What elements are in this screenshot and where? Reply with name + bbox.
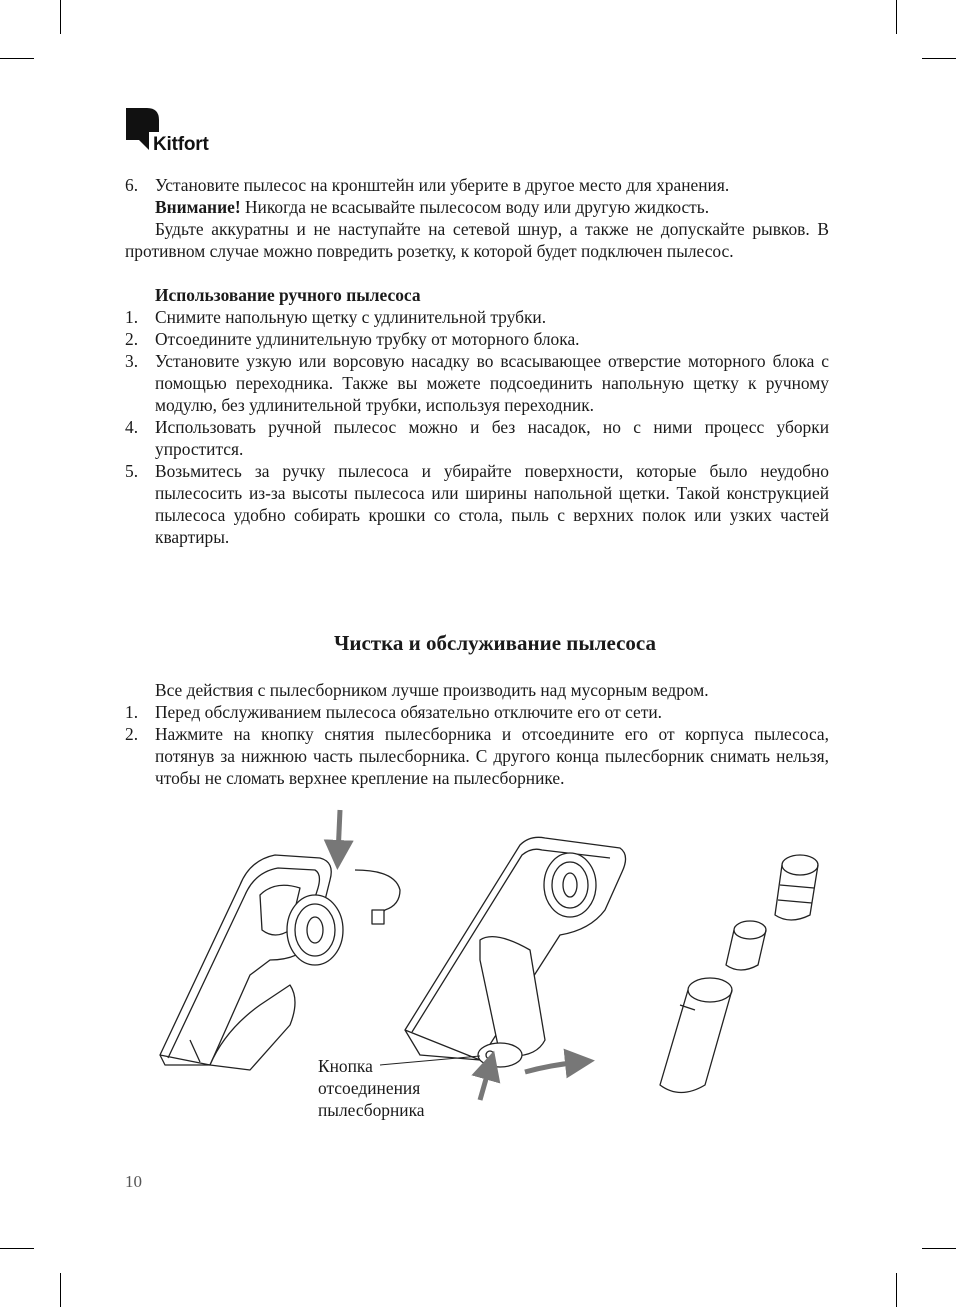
vacuum-illustration	[150, 800, 850, 1130]
list-item	[125, 306, 829, 328]
motor-block-icon	[160, 855, 400, 1070]
cleaning-section	[125, 679, 829, 789]
step-number: 2.	[125, 329, 139, 349]
step-number: 6.	[125, 175, 139, 195]
list-item	[125, 460, 829, 548]
step-number: 1.	[125, 702, 139, 722]
dust-container-icon	[660, 855, 818, 1093]
caption-line: Кнопка	[318, 1056, 373, 1076]
crop-mark	[60, 1273, 61, 1307]
attention-note	[125, 196, 829, 218]
step-text: Установите пылесос на кронштейн или уберите в другое место для хранения.	[155, 175, 730, 195]
caption-line: отсоединения	[318, 1078, 421, 1098]
list-item	[125, 416, 829, 460]
brand-name: Kitfort	[153, 134, 209, 155]
step-text: Возьмитесь за ручку пылесоса и убирайте поверхности, которые было неудобно пылесосить из-за высоты пылесоса или ширины напольной щетки. Такой конструкцией пылесоса удобно собирать крошки со стола, пыль с верхних полок или узких частей квартиры.	[155, 461, 829, 547]
step-number: 5.	[125, 461, 139, 481]
step-text: Снимите напольную щетку с удлинительной трубки.	[155, 307, 547, 327]
list-item	[125, 174, 829, 196]
list-item	[125, 350, 829, 416]
arrow-right-icon	[525, 1062, 580, 1072]
section-heading: Чистка и обслуживание пылесоса	[333, 631, 657, 655]
step-number: 4.	[125, 417, 139, 437]
step-text: Использовать ручной пылесос можно и без насадок, но с ними процесс уборки упростится.	[155, 417, 829, 459]
crop-mark	[922, 1248, 956, 1249]
crop-mark	[896, 0, 897, 34]
step-number: 3.	[125, 351, 139, 371]
attention-text: Никогда не всасывайте пылесосом воду или другую жидкость.	[240, 197, 710, 217]
step-text: Отсоедините удлинительную трубку от моторного блока.	[155, 329, 580, 349]
crop-mark	[0, 1248, 34, 1249]
vacuum-unit-icon	[405, 837, 626, 1067]
attention-label: Внимание!	[155, 197, 241, 217]
step-text: Перед обслуживанием пылесоса обязательно отключите его от сети.	[155, 702, 662, 722]
handheld-steps	[125, 306, 829, 548]
list-item	[125, 701, 829, 723]
section-title: Использование ручного пылесоса	[155, 285, 421, 305]
crop-mark	[896, 1273, 897, 1307]
step-number: 2.	[125, 724, 139, 744]
caption-line: пылесборника	[318, 1100, 425, 1120]
lead-paragraph: Все действия с пылесборником лучше производить над мусорным ведром.	[155, 680, 709, 700]
crop-mark	[60, 0, 61, 34]
intro-section	[125, 174, 829, 548]
list-item	[125, 723, 829, 789]
list-item	[125, 328, 829, 350]
crop-mark	[0, 58, 34, 59]
arrow-up-icon	[480, 1065, 490, 1100]
arrow-down-icon	[338, 810, 340, 855]
page-number: 10	[125, 1172, 142, 1191]
step-number: 1.	[125, 307, 139, 327]
figure-caption	[318, 1055, 425, 1121]
crop-mark	[922, 58, 956, 59]
step-text: Нажмите на кнопку снятия пылесборника и отсоедините его от корпуса пылесоса, потянув за нижнюю часть пылесборника. С другого конца пылесборник снимать нельзя, чтобы не сломать верхнее крепление на пылесборнике.	[155, 724, 829, 788]
caution-paragraph: Будьте аккуратны и не наступайте на сетевой шнур, а также не допускайте рывков. В противном случае можно повредить розетку, к которой будет подключен пылесос.	[125, 219, 829, 261]
step-text: Установите узкую или ворсовую насадку во всасывающее отверстие моторного блока с помощью переходника. Также вы можете подсоединить напольную щетку к ручному модулю, без удлинительной трубки, используя переходник.	[155, 351, 829, 415]
